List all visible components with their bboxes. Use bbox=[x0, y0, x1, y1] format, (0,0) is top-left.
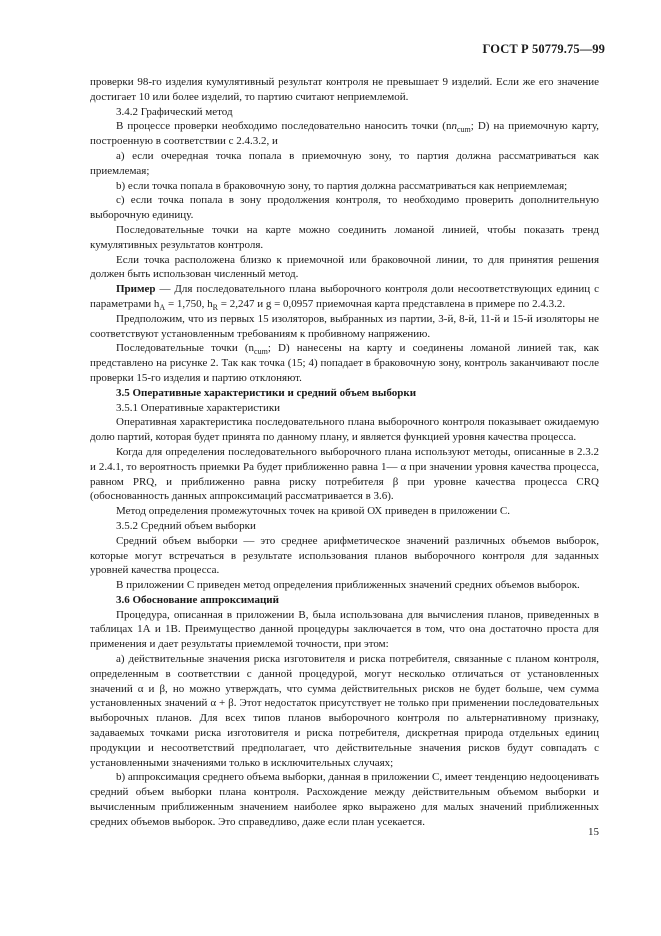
paragraph-p14: Оперативная характеристика последовательного плана выборочного контроля показывает ожидаемую долю партий, которая будет принята по данному плану, и является функцией уровня качества процесса. bbox=[90, 416, 599, 444]
subsection-heading-3-4-2: 3.4.2 Графический метод bbox=[116, 105, 233, 118]
paragraph-p18: Средний объем выборки — это среднее арифметическое значений различных объемов выборок, которые могут встречаться в результате использования планов выборочного контроля для заданных уровней качества процесса. bbox=[90, 534, 599, 577]
paragraph-p21: Процедура, описанная в приложении В, была использована для вычисления планов, приведенных в таблицах 1А и 1В. Преимущество данной процедуры заключается в том, что она достаточно проста для применения и дает результаты приемлемой точности, при этом: bbox=[90, 608, 599, 651]
example-paragraph: Пример — Для последовательного плана выборочного контроля доли несоответствующих единиц с параметрами $h_A = 1,750$, $h_R = 2,247$ и g = 0,0957 приемочная карта представлена в примере по 2.4.3.2. bbox=[90, 283, 599, 313]
list-item-b: b) если точка попала в браковочную зону, то партия должна рассматриваться как неприемлемая; bbox=[116, 179, 568, 192]
paragraph-p15: Когда для определения последовательного выборочного плана используют методы, описанные в 2.3.2 и 2.4.1, то вероятность приемки Pa будет приближенно равна 1— α при значении уровня качества процесса, равном PRQ, и приближенно равна риску потребителя β при уровне качества процесса CRQ (обоснованность данных аппроксимаций рассматривается в 3.6). bbox=[90, 445, 599, 503]
subsection-heading-3-5-2: 3.5.2 Средний объем выборки bbox=[116, 519, 256, 532]
subsection-heading-3-5-1: 3.5.1 Оперативные характеристики bbox=[116, 401, 281, 414]
list-item-a: а) если очередная точка попала в приемочную зону, то партия должна рассматриваться как приемлемая; bbox=[90, 149, 599, 177]
paragraph-p7: Последовательные точки на карте можно соединить ломаной линией, чтобы показать тренд кумулятивных результатов контроля. bbox=[90, 223, 599, 251]
paragraph-p11: Последовательные точки ($n_{cum}$; D) нанесены на карту и соединены ломаной линией так, как представлено на рисунке 2. Так как точка (15; 4) попадает в браковочную зону, контроль заканчивают после проверки 15-го изделия и партию отклоняют. bbox=[90, 342, 600, 384]
paragraph-p16: Метод определения промежуточных точек на кривой ОХ приведен в приложении С. bbox=[116, 505, 511, 518]
list-item-b-approx: b) аппроксимация среднего объема выборки, данная в приложении С, имеет тенденцию недооценивать средний объем выборки плана контроля. Расхождение между действительным объемом выборки и вычисленным приближенным значением наиболее ярко выражено для малых значений приближенных средних объемов выборок. Это справедливо, даже если план усекается. bbox=[90, 771, 599, 828]
document-code: ГОСТ Р 50779.75—99 bbox=[482, 42, 605, 56]
paragraph-p3: В процессе проверки необходимо последовательно наносить точки ($nn_{cum}$; D) на приемочную карту, построенную в соответствии с 2.4.3.2, и bbox=[90, 120, 599, 148]
paragraph-p10: Предположим, что из первых 15 изоляторов, выбранных из партии, 3-й, 8-й, 11-й и 15-й изоляторы не соответствуют установленным требованиям к пробивному напряжению. bbox=[90, 312, 599, 340]
section-heading-3-6: 3.6 Обоснование аппроксимаций bbox=[116, 593, 279, 606]
body-text bbox=[90, 75, 599, 830]
list-item-c: с) если точка попала в зону продолжения контроля, то необходимо проверить дополнительную выборочную единицу. bbox=[90, 194, 599, 222]
section-heading-3-5: 3.5 Оперативные характеристики и средний объем выборки bbox=[116, 386, 417, 399]
paragraph-p8: Если точка расположена близко к приемочной или браковочной линии, то для принятия решения должен быть использован численный метод. bbox=[90, 253, 599, 281]
paragraph-p19: В приложении С приведен метод определения приближенных значений средних объемов выборок. bbox=[116, 579, 580, 592]
page-number: 15 bbox=[588, 826, 599, 838]
paragraph-p1: проверки 98-го изделия кумулятивный результат контроля не превышает 9 изделий. Если же его значение достигает 10 или более изделий, то партию считают неприемлемой. bbox=[90, 76, 599, 103]
list-item-a-approx: а) действительные значения риска изготовителя и риска потребителя, связанные с планом контроля, определенным в соответствии с данной процедурой, могут несколько отличаться от установленных значений α и β, но можно утверждать, что сумма действительных рисков не будет больше, чем сумма установленных значений α + β. Этот недостаток присутствует не только при применении последовательных выборочных планов. Для всех типов планов выборочного контроля по альтернативному признаку, задаваемых точками риска изготовителя и риска потребителя, дискретная природа отдельных единиц продукции и несоответствий предполагает, что действительные значения рисков будут совпадать с установленными значениями только в исключительных случаях; bbox=[90, 653, 599, 769]
